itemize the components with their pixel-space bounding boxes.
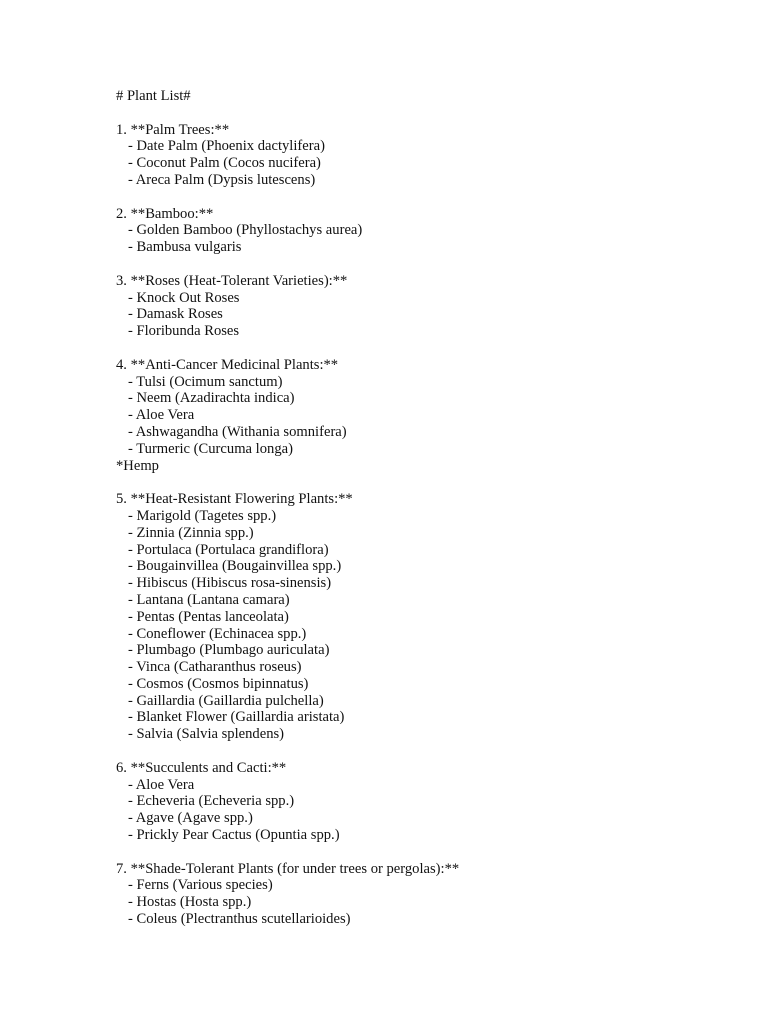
- list-item: - Aloe Vera: [128, 776, 195, 793]
- spacer: [116, 340, 736, 357]
- list-item: - Portulaca (Portulaca grandiflora): [128, 541, 329, 558]
- list-item: - Knock Out Roses: [128, 289, 240, 306]
- list-item: - Ashwagandha (Withania somnifera): [128, 423, 347, 440]
- section-heading: 5. **Heat-Resistant Flowering Plants:**: [116, 491, 353, 508]
- list-item: - Zinnia (Zinnia spp.): [128, 524, 254, 541]
- spacer: [116, 844, 736, 861]
- section-heading: 1. **Palm Trees:**: [116, 121, 230, 138]
- section-note: *Hemp: [116, 457, 159, 474]
- spacer: [116, 743, 736, 760]
- list-item: - Agave (Agave spp.): [128, 810, 253, 827]
- section-flowering-plants: [116, 491, 736, 743]
- list-item: - Prickly Pear Cactus (Opuntia spp.): [128, 827, 340, 844]
- list-item: - Lantana (Lantana camara): [128, 591, 290, 608]
- list-item: - Bambusa vulgaris: [128, 239, 242, 256]
- list-item: - Neem (Azadirachta indica): [128, 390, 295, 407]
- document-page: [116, 88, 736, 928]
- section-heading: 6. **Succulents and Cacti:**: [116, 759, 287, 776]
- list-item: - Blanket Flower (Gaillardia aristata): [128, 709, 345, 726]
- document-title: # Plant List#: [116, 88, 191, 104]
- spacer: [116, 105, 736, 122]
- list-item: - Cosmos (Cosmos bipinnatus): [128, 675, 309, 692]
- section-medicinal-plants: [116, 357, 736, 475]
- list-item: - Turmeric (Curcuma longa): [128, 440, 293, 457]
- list-item: - Floribunda Roses: [128, 323, 240, 340]
- section-roses: [116, 273, 736, 340]
- list-item: - Golden Bamboo (Phyllostachys aurea): [128, 222, 363, 239]
- list-item: - Plumbago (Plumbago auriculata): [128, 642, 330, 659]
- spacer: [116, 256, 736, 273]
- list-item: - Hostas (Hosta spp.): [128, 894, 252, 911]
- list-item: - Coleus (Plectranthus scutellarioides): [128, 911, 351, 928]
- spacer: [116, 474, 736, 491]
- list-item: - Aloe Vera: [128, 407, 195, 424]
- list-item: - Salvia (Salvia splendens): [128, 726, 285, 743]
- spacer: [116, 189, 736, 206]
- list-item: - Coneflower (Echinacea spp.): [128, 625, 307, 642]
- list-item: - Pentas (Pentas lanceolata): [128, 608, 289, 625]
- list-item: - Ferns (Various species): [128, 877, 273, 894]
- section-bamboo: [116, 206, 736, 256]
- section-heading: 2. **Bamboo:**: [116, 205, 214, 222]
- list-item: - Gaillardia (Gaillardia pulchella): [128, 692, 324, 709]
- list-item: - Vinca (Catharanthus roseus): [128, 659, 302, 676]
- list-item: - Echeveria (Echeveria spp.): [128, 793, 295, 810]
- list-item: - Marigold (Tagetes spp.): [128, 507, 277, 524]
- list-item: - Date Palm (Phoenix dactylifera): [128, 138, 325, 155]
- section-palm-trees: [116, 122, 736, 189]
- section-shade-tolerant-plants: [116, 861, 736, 928]
- list-item: - Damask Roses: [128, 306, 223, 323]
- section-heading: 3. **Roses (Heat-Tolerant Varieties):**: [116, 272, 348, 289]
- section-heading: 7. **Shade-Tolerant Plants (for under trees or pergolas):**: [116, 860, 460, 877]
- list-item: - Areca Palm (Dypsis lutescens): [128, 171, 316, 188]
- section-succulents-cacti: [116, 760, 736, 844]
- section-heading: 4. **Anti-Cancer Medicinal Plants:**: [116, 356, 339, 373]
- list-item: - Bougainvillea (Bougainvillea spp.): [128, 558, 342, 575]
- list-item: - Hibiscus (Hibiscus rosa-sinensis): [128, 575, 332, 592]
- list-item: - Tulsi (Ocimum sanctum): [128, 373, 283, 390]
- list-item: - Coconut Palm (Cocos nucifera): [128, 155, 321, 172]
